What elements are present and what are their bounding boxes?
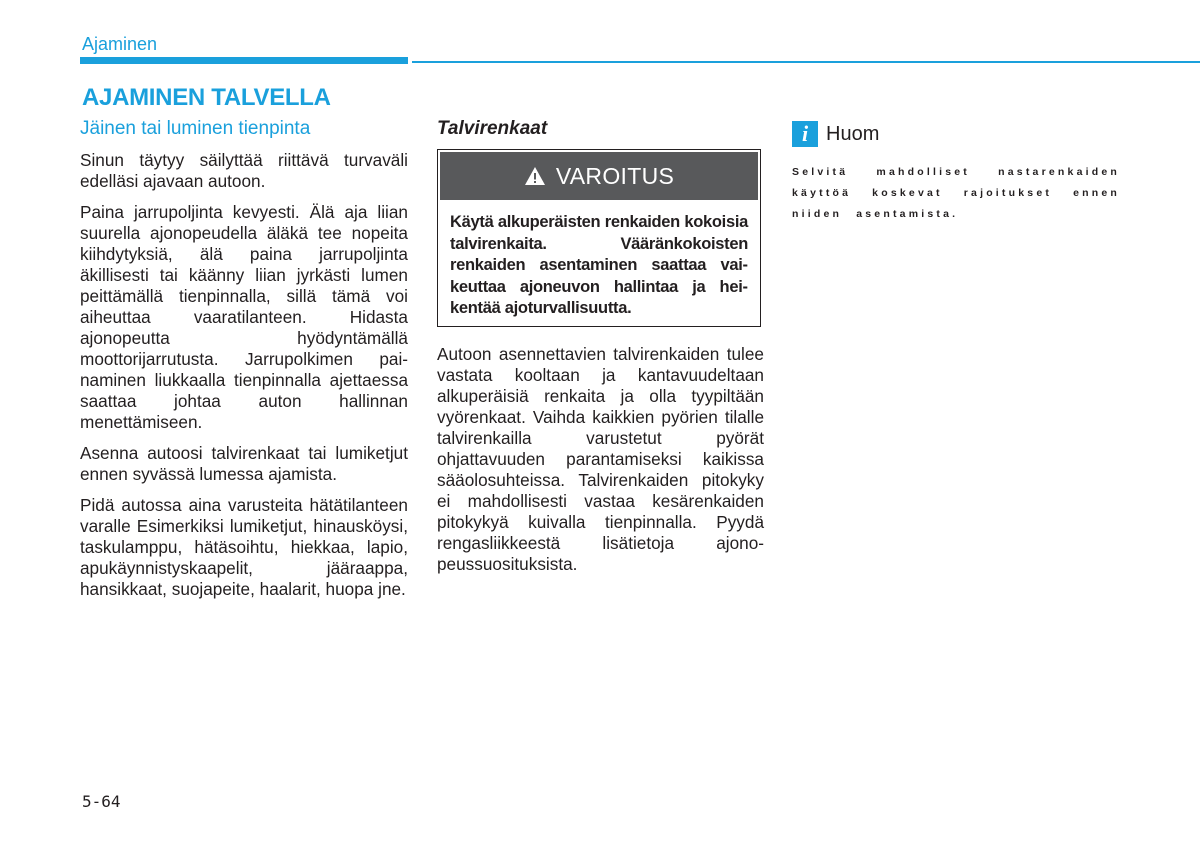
note-title: Huom bbox=[826, 122, 880, 145]
paragraph: Autoon asennettavien talvirenkaiden tulee vastata kooltaan ja kantavuudeltaan alkuperäisiä renkaita ja olla tyypiltään vyörenkaat. Vaihda kaikkien pyörien tilalle talvirenkailla varustetut pyörät ohjattavuuden parantamiseksi kaikissa sääolosuhteissa. Talvirenkaiden pitokyky ei mahdollisesti vastaa kesärenkaiden pitokykyä kuivalla tienpinnalla. Pyydä rengasliikkeestä lisätietoja ajonopeussuosituksista. bbox=[437, 344, 764, 574]
subheading: Jäinen tai luminen tienpinta bbox=[80, 118, 311, 139]
info-icon: i bbox=[792, 121, 818, 147]
column-right bbox=[792, 118, 1120, 225]
column-left bbox=[80, 118, 408, 610]
header-rule bbox=[412, 61, 1200, 63]
paragraph: Sinun täytyy säilyttää riittävä turvaväli edelläsi ajavaan autoon. bbox=[80, 150, 408, 191]
note-header bbox=[792, 121, 1120, 147]
section-title: Talvirenkaat bbox=[437, 118, 548, 139]
page-number: 5-64 bbox=[82, 792, 121, 811]
paragraph: Pidä autossa aina varusteita hätätilanteen varalle Esimerkiksi lumiketjut, hinausköysi, taskulamppu, hätäsoihtu, hiekkaa, lapio, apukäynnistyskaapelit, jääraappa, hansikkaat, suojapeite, haalarit, huopa jne. bbox=[80, 495, 408, 599]
page-title: AJAMINEN TALVELLA bbox=[82, 84, 331, 111]
warning-box bbox=[437, 149, 761, 327]
paragraph: Paina jarrupoljinta kevyesti. Älä aja liian suurella ajonopeudella äläkä tee nopeita kiihdytyksiä, älä paina jarrupoljinta äkillisesti tai käänny liian jyrkästi lumen peittämällä tienpinnalla, sillä tämä voi aiheuttaa vaaratilanteen. Hidasta ajonopeutta hyödyntämällä moottorijarrutusta. Jarrupolkimen painaminen liukkaalla tienpinnalla ajettaessa saattaa johtaa auton hallinnan menettämiseen. bbox=[80, 202, 408, 432]
paragraph: Asenna autoosi talvirenkaat tai lumiketjut ennen syvässä lumessa ajamista. bbox=[80, 443, 408, 484]
warning-title: VAROITUS bbox=[555, 162, 675, 189]
warning-header bbox=[440, 152, 758, 200]
header-bar bbox=[80, 57, 408, 64]
column-middle bbox=[437, 118, 764, 585]
note-text: Selvitä mahdolliset nastarenkaiden käyttöä koskevat rajoitukset ennen niiden asentamista. bbox=[792, 166, 1120, 220]
warning-text: Käytä alkuperäisten renkaiden kokoisia talvirenkaita. Vääränkokoisten renkaiden asentaminen saattaa vaikeuttaa ajoneuvon hallintaa ja heikentää ajoturvallisuutta. bbox=[450, 213, 748, 317]
warning-triangle-icon bbox=[524, 166, 546, 186]
section-label: Ajaminen bbox=[82, 34, 158, 54]
